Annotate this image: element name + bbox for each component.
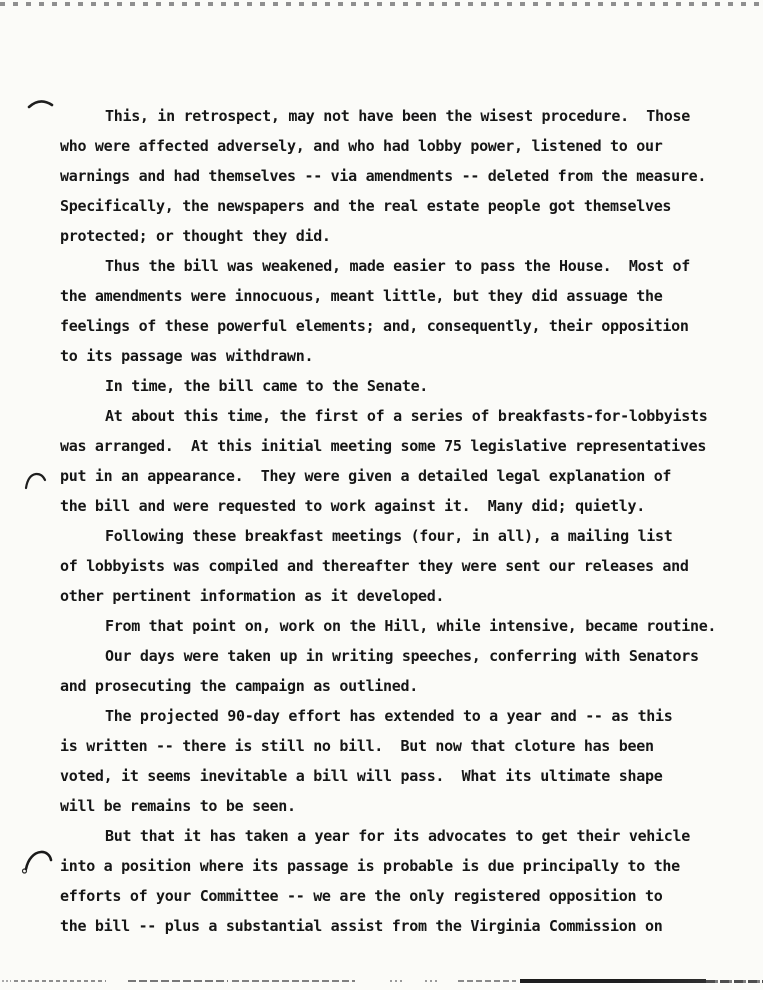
document-line: was arranged. At this initial meeting some 75 legislative representatives (60, 437, 707, 455)
document-line: to its passage was withdrawn. (60, 347, 314, 365)
typewritten-text-block (60, 101, 725, 941)
document-line: Our days were taken up in writing speeches, conferring with Senators (105, 647, 699, 665)
scan-streak (520, 979, 706, 983)
document-line: Thus the bill was weakened, made easier to pass the House. Most of (105, 257, 690, 275)
pen-mark-icon (26, 95, 56, 111)
document-line: the amendments were innocuous, meant little, but they did assuage the (60, 287, 663, 305)
document-line: other pertinent information as it developed. (60, 587, 445, 605)
document-line: the bill and were requested to work against it. Many did; quietly. (60, 497, 645, 515)
bottom-edge-scan-streaks (0, 978, 763, 988)
scan-streak (458, 980, 516, 982)
document-line: of lobbyists was compiled and thereafter they were sent our releases and (60, 557, 689, 575)
document-line: feelings of these powerful elements; and, consequently, their opposition (60, 317, 689, 335)
document-line: protected; or thought they did. (60, 227, 331, 245)
scan-streak (14, 980, 106, 982)
scan-streak (128, 980, 228, 982)
document-line: will be remains to be seen. (60, 797, 296, 815)
document-line: efforts of your Committee -- we are the only registered opposition to (60, 887, 663, 905)
pen-mark-icon (23, 470, 49, 494)
document-line: But that it has taken a year for its advocates to get their vehicle (105, 827, 690, 845)
scan-streak (706, 980, 763, 983)
top-edge-dotted-border (0, 2, 763, 6)
document-line: voted, it seems inevitable a bill will pass. What its ultimate shape (60, 767, 663, 785)
document-line: Following these breakfast meetings (four, in all), a mailing list (105, 527, 673, 545)
document-line: From that point on, work on the Hill, while intensive, became routine. (105, 617, 717, 635)
document-line: This, in retrospect, may not have been the wisest procedure. Those (105, 107, 690, 125)
document-line: who were affected adversely, and who had lobby power, listened to our (60, 137, 663, 155)
scan-streak (425, 980, 439, 982)
document-line: The projected 90-day effort has extended to a year and -- as this (105, 707, 673, 725)
scan-streak (232, 980, 355, 982)
scan-streak (2, 980, 11, 982)
document-line: At about this time, the first of a series of breakfasts-for-lobbyists (105, 407, 708, 425)
document-line: warnings and had themselves -- via amendments -- deleted from the measure. (60, 167, 707, 185)
pen-mark-icon (20, 847, 56, 879)
document-line: put in an appearance. They were given a detailed legal explanation of (60, 467, 672, 485)
document-line: In time, the bill came to the Senate. (105, 377, 429, 395)
document-line: is written -- there is still no bill. But now that cloture has been (60, 737, 654, 755)
scan-streak (390, 980, 402, 982)
document-line: into a position where its passage is probable is due principally to the (60, 857, 680, 875)
document-line: and prosecuting the campaign as outlined. (60, 677, 418, 695)
document-line: Specifically, the newspapers and the real estate people got themselves (60, 197, 672, 215)
document-line: the bill -- plus a substantial assist from the Virginia Commission on (60, 917, 663, 935)
